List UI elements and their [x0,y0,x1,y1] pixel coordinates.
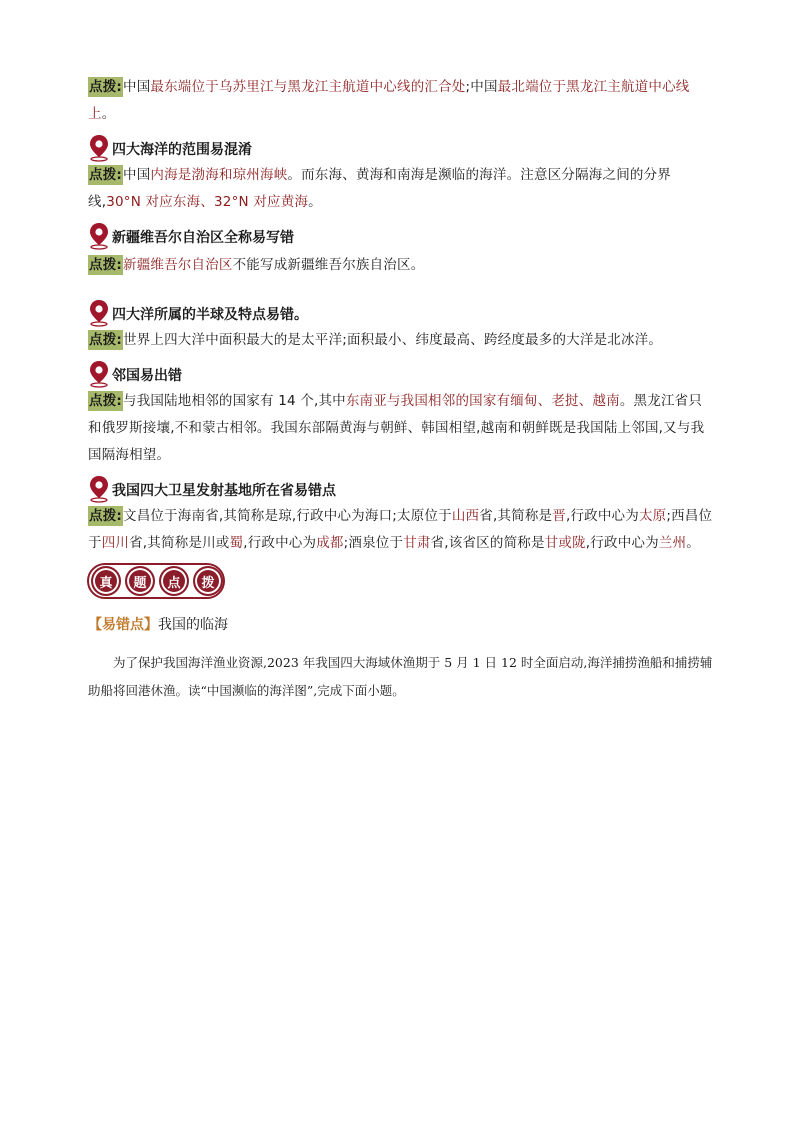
highlight-text: 30°N 对应东海、32°N 对应黄海 [106,194,309,210]
bracket: 】 [144,617,158,633]
topic-text: 我国的临海 [158,617,228,633]
heading-title: 我国四大卫星发射基地所在省易错点 [112,483,336,499]
location-pin-icon [88,475,110,503]
highlight-text: 新疆维吾尔自治区 [123,257,233,273]
highlight-text: 甘肃 [403,535,431,551]
content-area [88,74,714,718]
location-pin-icon [88,134,110,162]
text: 世界上四大洋中面积最大的是太平洋;面积最小、纬度最高、跨经度最多的大洋是北冰洋。 [123,332,663,348]
text: 省,该省区的简称是 [430,535,545,551]
section-heading [88,128,714,162]
heading-title: 邻国易出错 [112,368,182,384]
bracket: 【 [88,617,102,633]
heading-title: 新疆维吾尔自治区全称易写错 [112,230,294,246]
text: 不能写成新疆维吾尔族自治区。 [232,257,425,273]
section-heading [88,469,714,503]
real-question-banner [87,563,714,599]
highlight-text: 蜀 [229,535,244,551]
banner-char: 点 [159,566,189,596]
tip-paragraph-5 [88,388,714,469]
tip-tag: 点拨: [89,393,122,409]
text: 省,其简称是 [479,508,553,524]
text: 。而东海、黄海和南海是濒临的海洋。注意区分隔海之间的分界线, [88,167,672,210]
tip-paragraph-1 [88,74,714,128]
banner-frame [87,563,225,599]
tip-tag: 点拨: [89,332,122,348]
error-point-label [88,613,714,637]
highlight-text: 最东端位于乌苏里江与黑龙江主航道中心线的汇合处 [150,79,466,95]
tip-tag: 点拨: [89,508,122,524]
tip-paragraph-6 [88,503,714,557]
text: 与我国陆地相邻的国家有 14 个,其中 [123,393,346,409]
banner-char: 拨 [193,566,223,596]
text: ;西昌位于 [88,508,713,551]
text: ,行政中心为 [243,535,317,551]
tip-paragraph-3 [88,252,714,279]
text: ;酒泉位于 [343,535,404,551]
heading-title: 四大海洋的范围易混淆 [112,142,252,158]
highlight-text: 兰州 [658,535,687,551]
highlight-text: 东南亚与我国相邻的国家有缅甸、老挝、越南 [345,393,620,409]
question-stem: 为了保护我国海洋渔业资源,2023 年我国四大海域休渔期于 5 月 1 日 12 时全面启动,海洋捕捞渔船和捕捞辅助船将回港休渔。读“中国濒临的海洋图”,完成下面小题。 [88,655,713,698]
highlight-text: 最北端位于黑龙江主航道中心线上 [88,79,690,122]
section-heading [88,354,714,388]
text: 文昌位于海南省,其简称是琼,行政中心为海口;太原位于 [123,508,452,524]
text: ;中国 [465,79,498,95]
highlight-text: 太原 [638,508,667,524]
location-pin-icon [88,222,110,250]
tip-paragraph-4 [88,327,714,354]
tip-tag: 点拨: [89,257,122,273]
text: 省,其简称是川或 [129,535,230,551]
text: 。 [101,106,116,122]
highlight-text: 晋 [552,508,566,524]
text: 中国 [123,167,151,183]
banner-char: 真 [91,566,121,596]
location-pin-icon [88,299,110,327]
highlight-text: 甘或陇 [544,535,586,551]
text: ,行政中心为 [585,535,659,551]
label-text: 易错点 [102,617,144,633]
text: 。黑龙江省只和俄罗斯接壤,不和蒙古相邻。我国东部隔黄海与朝鲜、韩国相望,越南和朝鲜既是我国陆上邻国,又与我国隔海相望。 [88,393,705,463]
highlight-text: 四川 [101,535,130,551]
highlight-text: 内海是渤海和琼州海峡 [150,167,288,183]
section-heading [88,293,714,327]
heading-title: 四大洋所属的半球及特点易错。 [112,307,308,323]
section-heading [88,216,714,250]
banner-char: 题 [125,566,155,596]
location-pin-icon [88,360,110,388]
text: ,行政中心为 [565,508,639,524]
tip-tag: 点拨: [89,79,122,95]
tip-paragraph-2 [88,162,714,216]
text: 中国 [123,79,151,95]
highlight-text: 成都 [316,535,344,551]
tip-tag: 点拨: [89,167,122,183]
highlight-text: 山西 [451,508,480,524]
text: 。 [686,535,700,551]
text: 。 [308,194,322,210]
